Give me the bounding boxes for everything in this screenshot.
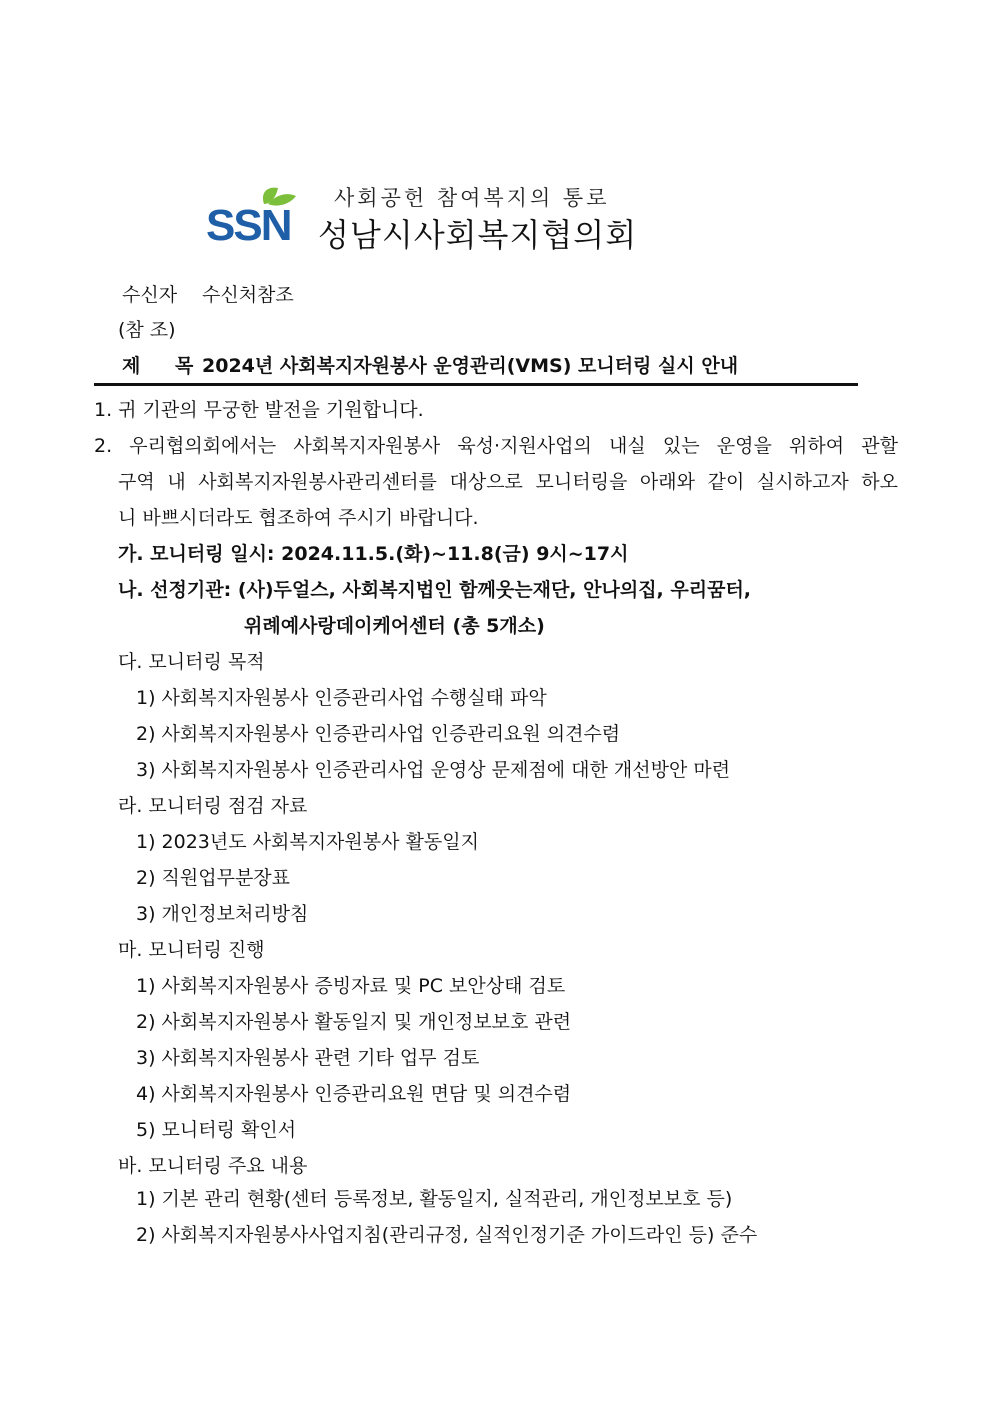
list-item: 5) 모니터링 확인서	[136, 1119, 297, 1141]
paragraph-1: 1. 귀 기관의 무궁한 발전을 기원합니다.	[94, 399, 424, 421]
item-na-agencies-line-1: 나. 선정기관: (사)두얼스, 사회복지법인 함께웃는재단, 안나의집, 우리꿈터,	[118, 579, 752, 601]
list-item: 2) 사회복지자원봉사 인증관리사업 인증관리요원 의견수렴	[136, 723, 621, 745]
list-item: 3) 개인정보처리방침	[136, 903, 309, 925]
recipient-row	[122, 282, 294, 308]
subject-value: 2024년 사회복지자원봉사 운영관리(VMS) 모니터링 실시 안내	[202, 355, 739, 377]
list-item: 2) 사회복지자원봉사사업지침(관리규정, 실적인정기준 가이드라인 등) 준수	[136, 1224, 758, 1246]
list-item: 1) 사회복지자원봉사 증빙자료 및 PC 보안상태 검토	[136, 975, 566, 997]
letterhead	[206, 182, 726, 254]
reference-row	[118, 317, 176, 343]
recipient-label: 수신자	[122, 284, 178, 306]
svg-text:SSN: SSN	[206, 201, 291, 246]
reference-label: (참 조)	[118, 319, 176, 341]
list-item: 1) 2023년도 사회복지자원봉사 활동일지	[136, 831, 479, 853]
list-item: 3) 사회복지자원봉사 인증관리사업 운영상 문제점에 대한 개선방안 마련	[136, 759, 731, 781]
list-item: 1) 기본 관리 현황(센터 등록정보, 활동일지, 실적관리, 개인정보보호 등)	[136, 1188, 733, 1210]
section-ma-heading: 마. 모니터링 진행	[118, 939, 265, 961]
list-item: 3) 사회복지자원봉사 관련 기타 업무 검토	[136, 1047, 480, 1069]
header-divider	[94, 383, 858, 386]
subject-row	[122, 353, 738, 379]
item-ga-schedule: 가. 모니터링 일시: 2024.11.5.(화)~11.8(금) 9시~17시	[118, 543, 629, 565]
list-item: 2) 사회복지자원봉사 활동일지 및 개인정보보호 관련	[136, 1011, 572, 1033]
list-item: 2) 직원업무분장표	[136, 867, 291, 889]
ssn-logo	[206, 182, 302, 246]
section-ra-heading: 라. 모니터링 점검 자료	[118, 795, 308, 817]
recipient-value: 수신처참조	[202, 284, 294, 306]
organization-name: 성남시사회복지협의회	[318, 216, 638, 254]
list-item: 1) 사회복지자원봉사 인증관리사업 수행실태 파악	[136, 687, 547, 709]
subject-label: 제 목	[122, 355, 208, 377]
item-na-agencies-line-2: 위례예사랑데이케어센터 (총 5개소)	[244, 615, 545, 637]
section-da-heading: 다. 모니터링 목적	[118, 651, 265, 673]
paragraph-2-line-1: 2. 우리협의회에서는 사회복지자원봉사 육성·지원사업의 내실 있는 운영을 위하여 관할	[94, 435, 898, 457]
paragraph-2-line-3: 니 바쁘시더라도 협조하여 주시기 바랍니다.	[118, 507, 479, 529]
list-item: 4) 사회복지자원봉사 인증관리요원 면담 및 의견수렴	[136, 1083, 572, 1105]
slogan: 사회공헌 참여복지의 통로	[334, 186, 610, 210]
paragraph-2-line-2: 구역 내 사회복지자원봉사관리센터를 대상으로 모니터링을 아래와 같이 실시하고자 하오	[118, 471, 898, 493]
section-ba-heading: 바. 모니터링 주요 내용	[118, 1155, 308, 1177]
